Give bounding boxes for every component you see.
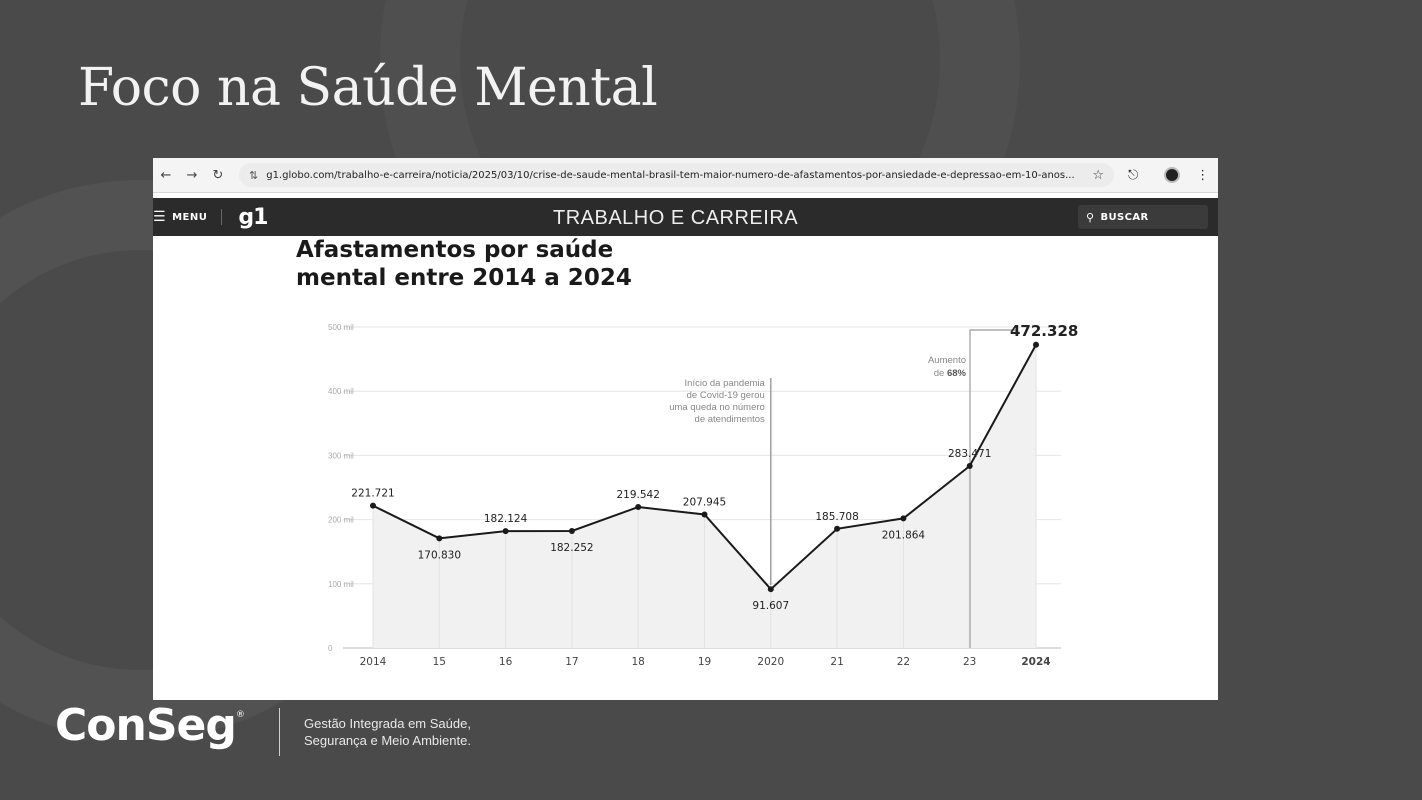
data-label: 219.542 [616,489,660,502]
extensions-icon[interactable]: ⎋ [1128,167,1139,183]
data-label: 91.607 [752,600,790,613]
slide-title: Foco na Saúde Mental [78,58,658,118]
data-point [436,535,442,541]
site-info-icon[interactable]: ⇅ [249,168,259,182]
x-tick-label: 15 [432,656,446,668]
x-tick-label: 17 [565,656,579,668]
x-tick-label: 2024 [1021,656,1051,668]
data-point [1033,342,1039,348]
tagline-line: Segurança e Meio Ambiente. [304,733,471,748]
article-screenshot [153,158,1218,700]
increase-annotation: de 68% [933,368,966,379]
arrow-right-icon[interactable]: → [186,167,198,183]
x-tick-label: 23 [963,656,977,668]
data-label: 201.864 [881,529,926,542]
pandemic-annotation: de Covid-19 gerou [686,390,765,401]
data-point [702,511,708,517]
x-tick-label: 21 [830,656,844,668]
brand-name: ConSeg [55,700,236,751]
data-point [503,528,509,534]
menu-label: MENU [172,211,208,223]
data-label: 207.945 [682,496,727,509]
line-chart [153,158,1218,700]
data-label: 182.252 [550,541,594,554]
pandemic-annotation: uma queda no número [669,402,765,413]
reload-icon[interactable]: ↻ [212,167,224,183]
data-label: 283.471 [947,448,992,461]
g1-logo[interactable]: g1 [238,204,268,230]
address-url[interactable]: g1.globo.com/trabalho-e-carreira/noticia/2025/03/10/crise-de-saude-mental-brasil-tem-maior-numero-de-afastamentos-por-ansiedade-e-depressao-em-10-anos... [266,169,1075,181]
more-options-icon[interactable]: ⋮ [1196,167,1210,183]
chart-title-line: mental entre 2014 a 2024 [296,265,632,291]
brand-divider [279,708,280,756]
increase-percent: 68% [946,368,966,379]
search-icon: ⚲ [1086,210,1095,224]
section-title[interactable]: TRABALHO E CARREIRA [553,207,799,229]
y-tick-label: 200 mil [328,515,354,525]
x-tick-label: 16 [498,656,513,668]
hamburger-icon: ☰ [153,209,167,225]
chart-title-line: Afastamentos por saúde [296,237,614,263]
y-tick-label: 0 [328,644,333,653]
search-label: BUSCAR [1100,211,1149,223]
x-tick-label: 18 [631,656,645,668]
data-label: 472.328 [1010,322,1079,340]
pandemic-annotation: de atendimentos [694,414,765,425]
data-label: 185.708 [815,510,859,523]
y-tick-label: 300 mil [328,451,354,461]
y-tick-label: 400 mil [328,387,354,397]
data-point [569,528,575,534]
data-label: 170.830 [417,549,462,562]
tagline-line: Gestão Integrada em Saúde, [304,716,471,731]
data-point [768,586,774,592]
data-label: 182.124 [483,513,528,526]
y-tick-label: 100 mil [328,579,354,589]
brand-tagline [304,715,471,749]
x-tick-label: 19 [697,656,712,668]
y-tick-label: 500 mil [328,323,354,332]
brand-mark: ® [235,710,244,720]
bookmark-star-icon[interactable]: ☆ [1092,167,1104,183]
data-point [967,463,973,469]
conseg-logo [55,700,244,751]
data-point [900,515,906,521]
increase-annotation: Aumento [927,355,966,366]
arrow-left-icon[interactable]: ← [160,167,172,183]
x-tick-label: 2014 [359,656,387,668]
data-point [834,526,840,532]
data-point [370,503,376,509]
x-tick-label: 2020 [757,656,785,668]
data-point [635,504,641,510]
data-label: 221.721 [351,487,395,500]
pandemic-annotation: Início da pandemia [684,378,765,389]
x-tick-label: 22 [896,656,911,668]
